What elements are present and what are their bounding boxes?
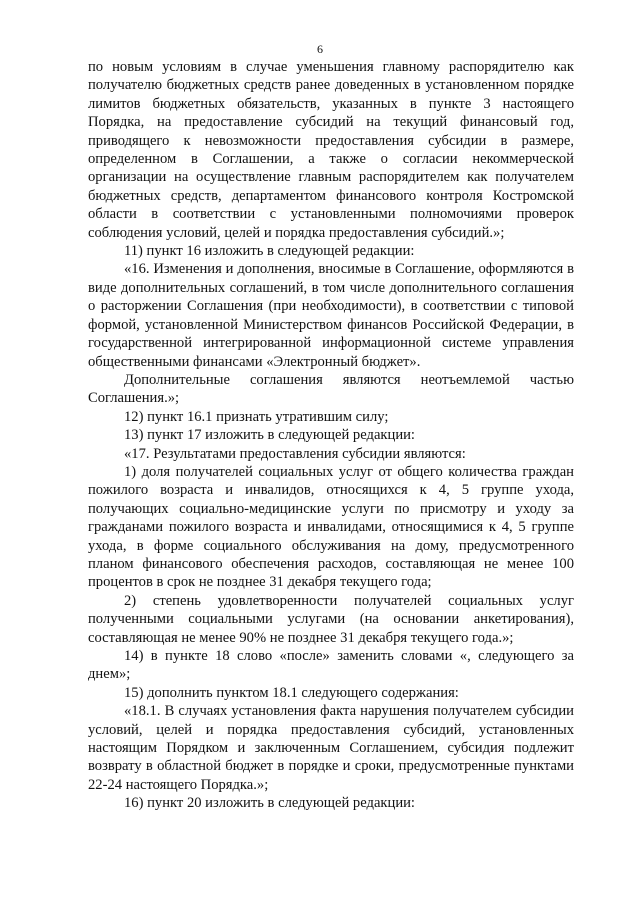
paragraph: «16. Изменения и дополнения, вносимые в Соглашение, оформляются в виде дополнительных соглашений, в том числе дополнительного соглашения о расторжении Соглашения (при необходимости), в соответствии с типовой формой, установленной Министерством финансов Российской Федерации, в государственной интегрированной информационной системе управления общественными финансами «Электронный бюджет». <box>88 261 574 370</box>
paragraph: 14) в пункте 18 слово «после» заменить словами «, следующего за днем»; <box>88 648 574 683</box>
document-body <box>88 58 574 813</box>
paragraph: 16) пункт 20 изложить в следующей редакции: <box>124 795 415 812</box>
paragraph: 12) пункт 16.1 признать утратившим силу; <box>124 408 389 425</box>
page-number: 6 <box>317 42 323 56</box>
paragraph: 15) дополнить пунктом 18.1 следующего содержания: <box>124 684 459 701</box>
paragraph: 2) степень удовлетворенности получателей социальных услуг полученными социальными услугами (на основании анкетирования), составляющая не менее 90% не позднее 31 декабря текущего года.»; <box>88 592 574 646</box>
paragraph: по новым условиям в случае уменьшения главному распорядителю как получателю бюджетных средств ранее доведенных в установленном порядке лимитов бюджетных обязательств, указанных в пункте 3 настоящего Порядка, на предоставление субсидий на текущий финансовый год, приводящего к невозможности предоставления субсидии в размере, определенном в Соглашении, а также о согласии некоммерческой организации на осуществление главным распорядителем как получателем бюджетных средств, департаментом финансового контроля Костромской области в соответствии с установленными полномочиями проверок соблюдения условий, целей и порядка предоставления субсидий.»; <box>88 59 574 241</box>
paragraph: «17. Результатами предоставления субсидии являются: <box>124 445 466 462</box>
paragraph: «18.1. В случаях установления факта нарушения получателем субсидии условий, целей и порядка предоставления субсидий, установленных настоящим Порядком и заключенным Соглашением, субсидия подлежит возврату в областной бюджет в порядке и сроки, предусмотренные пунктами 22-24 настоящего Порядка.»; <box>88 703 574 793</box>
paragraph: 11) пункт 16 изложить в следующей редакции: <box>124 243 415 260</box>
paragraph: 13) пункт 17 изложить в следующей редакции: <box>124 427 415 444</box>
paragraph: Дополнительные соглашения являются неотъемлемой частью Соглашения.»; <box>88 371 574 407</box>
paragraph: 1) доля получателей социальных услуг от общего количества граждан пожилого возраста и инвалидов, относящихся к 4, 5 группе ухода, получающих социально-медицинские услуги по присмотру и уходу за гражданами пожилого возраста и инвалидами, относящимися к 4, 5 группе ухода, в форме социального обслуживания на дому, предусмотренного планом финансового обеспечения расходов, составляющая не менее 100 процентов в срок не позднее 31 декабря текущего года; <box>88 463 574 591</box>
